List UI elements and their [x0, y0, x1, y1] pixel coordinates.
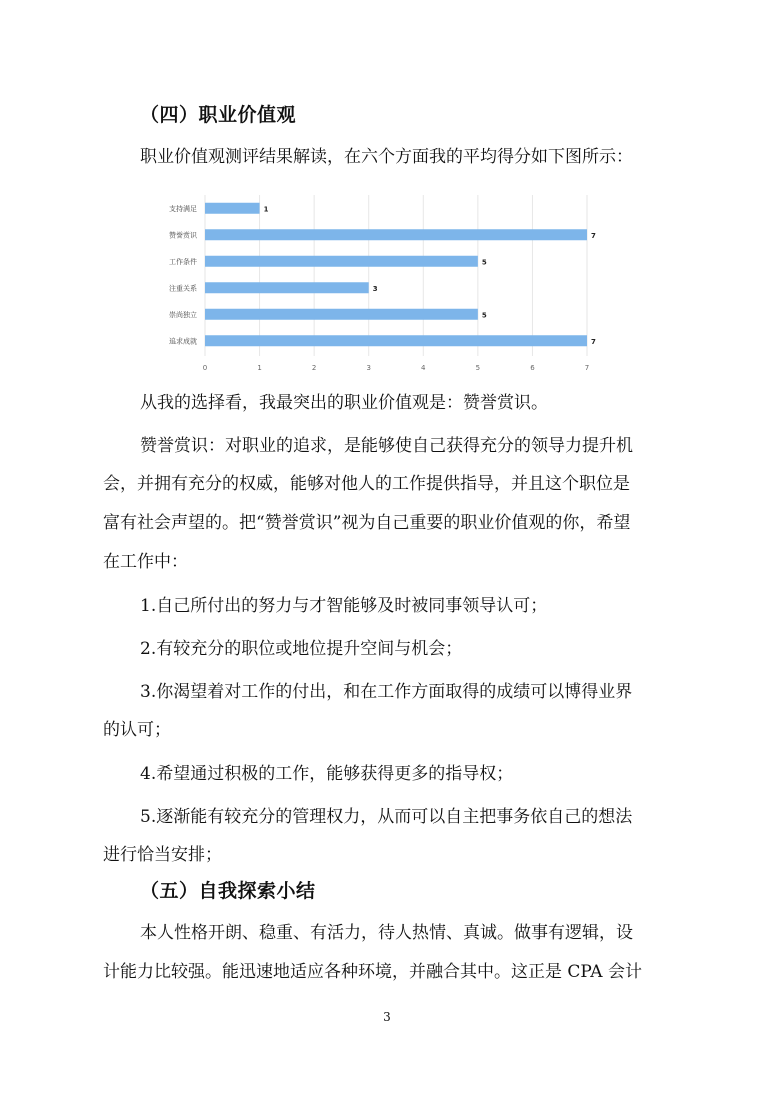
- category-label: 崇尚独立: [169, 310, 197, 319]
- x-tick-label: 0: [202, 364, 208, 372]
- bar-value-label: 5: [481, 311, 487, 320]
- body-paragraph-2-line-1: 赞誉赏识：对职业的追求，是能够使自己获得充分的领导力提升机: [140, 436, 633, 456]
- x-tick-label: 3: [366, 364, 371, 372]
- bar-value-label: 7: [591, 337, 596, 346]
- chart-grid: [205, 195, 587, 356]
- x-tick-label: 1: [257, 364, 262, 372]
- bar-value-label: 5: [481, 258, 487, 267]
- body-paragraph-2-line-3: 富有社会声望的。把“赞誉赏识”视为自己重要的职业价值观的你，希望: [103, 513, 631, 533]
- section5-paragraph-line-1: 本人性格开朗、稳重、有活力，待人热情、真诚。做事有逻辑，设: [140, 923, 633, 943]
- list-item-5-line-2: 进行恰当安排；: [103, 845, 222, 865]
- list-item-5-line-1: 5.逐渐能有较充分的管理权力，从而可以自主把事务依自己的想法: [140, 807, 633, 827]
- category-label: 追求成就: [169, 337, 197, 346]
- bar: [205, 309, 478, 320]
- section4-heading: （四）职业价值观: [140, 104, 297, 126]
- bar: [205, 229, 587, 240]
- body-paragraph-2-line-4: 在工作中：: [103, 552, 188, 572]
- category-label: 注重关系: [169, 284, 197, 293]
- category-label: 支持满足: [169, 204, 197, 213]
- section5-heading: （五）自我探索小结: [140, 880, 316, 902]
- x-tick-label: 2: [311, 364, 317, 372]
- x-tick-label: 5: [475, 364, 481, 372]
- bar: [205, 335, 587, 346]
- values-bar-chart: [160, 190, 610, 375]
- bar: [205, 256, 478, 267]
- x-tick-label: 6: [530, 364, 535, 372]
- category-label: 赞誉赏识: [169, 231, 197, 240]
- list-item-3-line-1: 3.你渴望着对工作的付出，和在工作方面取得的成绩可以博得业界: [140, 682, 633, 702]
- chart-bars: [205, 203, 587, 347]
- list-item-1: 1.自己所付出的努力与才智能够及时被同事领导认可；: [140, 596, 548, 616]
- section5-paragraph-line-2: 计能力比较强。能迅速地适应各种环境，并融合其中。这正是 CPA 会计: [103, 962, 642, 982]
- bar-value-label: 7: [591, 231, 596, 240]
- x-tick-label: 7: [584, 364, 590, 372]
- list-item-3-line-2: 的认可；: [103, 720, 171, 740]
- page-number: 3: [383, 1010, 391, 1024]
- list-item-4: 4.希望通过积极的工作，能够获得更多的指导权；: [140, 764, 514, 784]
- bar-value-label: 1: [263, 205, 269, 214]
- section4-intro: 职业价值观测评结果解读，在六个方面我的平均得分如下图所示：: [140, 147, 633, 167]
- body-paragraph-2-line-2: 会，并拥有充分的权威，能够对他人的工作提供指导，并且这个职位是: [103, 474, 630, 494]
- bar: [205, 282, 369, 293]
- bar-value-label: 3: [372, 284, 378, 293]
- x-tick-label: 4: [421, 364, 426, 372]
- body-paragraph-1: 从我的选择看，我最突出的职业价值观是：赞誉赏识。: [140, 393, 548, 413]
- list-item-2: 2.有较充分的职位或地位提升空间与机会；: [140, 639, 463, 659]
- category-label: 工作条件: [169, 257, 197, 266]
- bar: [205, 203, 260, 214]
